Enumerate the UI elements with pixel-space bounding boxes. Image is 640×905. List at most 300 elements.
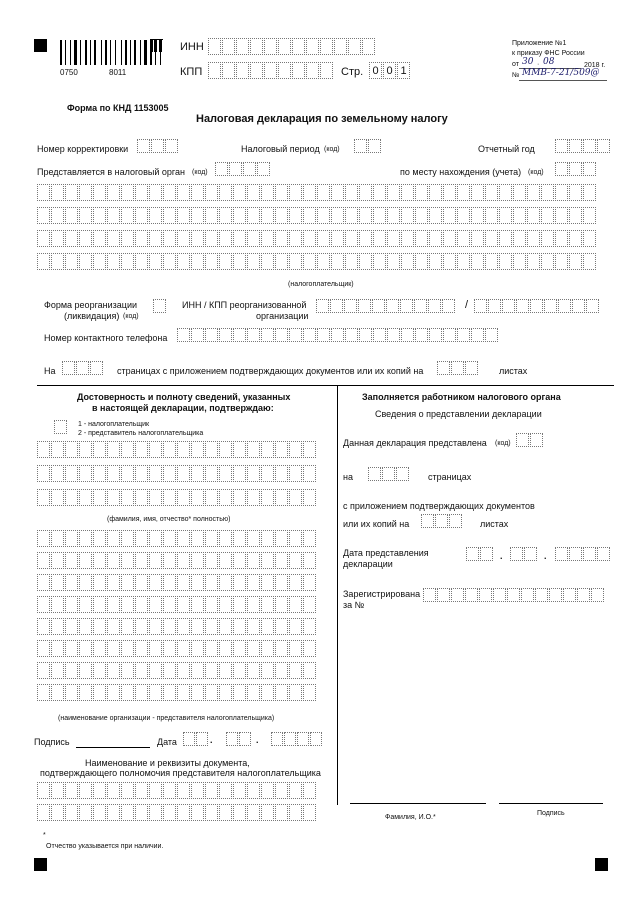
input-cell[interactable] [37, 489, 50, 506]
input-cell[interactable] [219, 782, 232, 799]
input-cell[interactable] [233, 530, 246, 547]
input-cell[interactable] [331, 253, 344, 270]
input-cell[interactable] [303, 530, 316, 547]
input-cell[interactable] [205, 574, 218, 591]
input-cell[interactable] [149, 782, 162, 799]
input-cell[interactable] [303, 207, 316, 224]
input-cell[interactable] [247, 489, 260, 506]
sheets-cells[interactable] [437, 361, 479, 375]
cell-row[interactable] [37, 184, 597, 201]
input-cell[interactable] [289, 804, 302, 821]
cell-row[interactable] [37, 441, 317, 458]
input-cell[interactable] [345, 230, 358, 247]
input-cell[interactable] [289, 465, 302, 482]
input-cell[interactable] [387, 207, 400, 224]
input-cell[interactable] [191, 662, 204, 679]
input-cell[interactable] [233, 489, 246, 506]
input-cell[interactable] [135, 684, 148, 701]
input-cell[interactable] [205, 465, 218, 482]
input-cell[interactable] [303, 596, 316, 613]
input-cell[interactable] [289, 640, 302, 657]
input-cell[interactable] [79, 662, 92, 679]
correction-cells[interactable] [137, 139, 179, 153]
input-cell[interactable] [401, 184, 414, 201]
input-cell[interactable] [513, 230, 526, 247]
input-cell[interactable] [429, 207, 442, 224]
input-cell[interactable] [219, 640, 232, 657]
input-cell[interactable] [345, 207, 358, 224]
input-cell[interactable] [93, 489, 106, 506]
input-cell[interactable] [247, 465, 260, 482]
input-cell[interactable] [51, 441, 64, 458]
input-cell[interactable] [79, 530, 92, 547]
input-cell[interactable] [317, 230, 330, 247]
input-cell[interactable] [121, 662, 134, 679]
input-cell[interactable] [37, 465, 50, 482]
input-cell[interactable] [65, 207, 78, 224]
input-cell[interactable] [415, 230, 428, 247]
input-cell[interactable] [79, 552, 92, 569]
input-cell[interactable] [373, 230, 386, 247]
input-cell[interactable] [205, 441, 218, 458]
input-cell[interactable] [121, 230, 134, 247]
input-cell[interactable] [135, 184, 148, 201]
input-cell[interactable] [275, 684, 288, 701]
input-cell[interactable] [205, 489, 218, 506]
input-cell[interactable] [65, 618, 78, 635]
input-cell[interactable] [163, 207, 176, 224]
input-cell[interactable] [149, 230, 162, 247]
input-cell[interactable] [289, 441, 302, 458]
input-cell[interactable] [37, 782, 50, 799]
input-cell[interactable] [191, 782, 204, 799]
input-cell[interactable] [247, 640, 260, 657]
input-cell[interactable] [303, 441, 316, 458]
input-cell[interactable] [261, 207, 274, 224]
input-cell[interactable] [373, 253, 386, 270]
input-cell[interactable] [93, 662, 106, 679]
input-cell[interactable] [205, 253, 218, 270]
input-cell[interactable] [233, 207, 246, 224]
year-cells[interactable] [555, 139, 611, 153]
input-cell[interactable] [499, 184, 512, 201]
input-cell[interactable] [65, 489, 78, 506]
input-cell[interactable] [37, 596, 50, 613]
input-cell[interactable] [429, 184, 442, 201]
input-cell[interactable] [205, 684, 218, 701]
input-cell[interactable] [191, 618, 204, 635]
input-cell[interactable] [177, 253, 190, 270]
input-cell[interactable] [37, 662, 50, 679]
input-cell[interactable] [107, 530, 120, 547]
input-cell[interactable] [247, 804, 260, 821]
input-cell[interactable] [219, 530, 232, 547]
input-cell[interactable] [499, 230, 512, 247]
input-cell[interactable] [107, 618, 120, 635]
input-cell[interactable] [163, 230, 176, 247]
input-cell[interactable] [219, 596, 232, 613]
input-cell[interactable] [485, 184, 498, 201]
input-cell[interactable] [37, 207, 50, 224]
input-cell[interactable] [275, 465, 288, 482]
input-cell[interactable] [37, 640, 50, 657]
input-cell[interactable] [205, 640, 218, 657]
input-cell[interactable] [303, 552, 316, 569]
input-cell[interactable] [37, 441, 50, 458]
cell-row[interactable] [37, 618, 317, 635]
input-cell[interactable] [541, 184, 554, 201]
input-cell[interactable] [275, 253, 288, 270]
input-cell[interactable] [65, 465, 78, 482]
input-cell[interactable] [135, 640, 148, 657]
input-cell[interactable] [233, 684, 246, 701]
input-cell[interactable] [149, 465, 162, 482]
input-cell[interactable] [233, 662, 246, 679]
input-cell[interactable] [233, 230, 246, 247]
input-cell[interactable] [93, 465, 106, 482]
input-cell[interactable] [93, 640, 106, 657]
input-cell[interactable] [191, 230, 204, 247]
input-cell[interactable] [233, 552, 246, 569]
input-cell[interactable] [527, 207, 540, 224]
signer-type-cell[interactable] [54, 420, 68, 434]
input-cell[interactable] [247, 441, 260, 458]
input-cell[interactable] [121, 530, 134, 547]
input-cell[interactable] [275, 184, 288, 201]
input-cell[interactable] [247, 618, 260, 635]
date-presented-year[interactable] [555, 547, 611, 561]
input-cell[interactable] [247, 596, 260, 613]
input-cell[interactable] [177, 640, 190, 657]
input-cell[interactable] [261, 184, 274, 201]
input-cell[interactable] [149, 640, 162, 657]
input-cell[interactable] [247, 782, 260, 799]
input-cell[interactable] [247, 552, 260, 569]
input-cell[interactable] [37, 574, 50, 591]
input-cell[interactable] [275, 489, 288, 506]
input-cell[interactable] [163, 184, 176, 201]
input-cell[interactable] [555, 184, 568, 201]
input-cell[interactable] [443, 253, 456, 270]
input-cell[interactable] [93, 782, 106, 799]
input-cell[interactable] [65, 782, 78, 799]
input-cell[interactable] [93, 804, 106, 821]
input-cell[interactable] [65, 640, 78, 657]
input-cell[interactable] [135, 574, 148, 591]
input-cell[interactable] [37, 618, 50, 635]
cell-row[interactable] [37, 489, 317, 506]
input-cell[interactable] [135, 552, 148, 569]
input-cell[interactable] [135, 441, 148, 458]
input-cell[interactable] [79, 618, 92, 635]
input-cell[interactable] [527, 230, 540, 247]
input-cell[interactable] [317, 253, 330, 270]
right-pages-cells[interactable] [368, 467, 410, 481]
input-cell[interactable] [359, 184, 372, 201]
input-cell[interactable] [51, 574, 64, 591]
input-cell[interactable] [247, 684, 260, 701]
reorg-cells[interactable] [153, 299, 167, 313]
input-cell[interactable] [219, 489, 232, 506]
cell-row[interactable] [37, 684, 317, 701]
inspector-fio-line[interactable] [350, 803, 486, 804]
input-cell[interactable] [107, 184, 120, 201]
input-cell[interactable] [205, 530, 218, 547]
input-cell[interactable] [191, 640, 204, 657]
input-cell[interactable] [65, 596, 78, 613]
input-cell[interactable] [247, 662, 260, 679]
input-cell[interactable] [149, 618, 162, 635]
input-cell[interactable] [485, 230, 498, 247]
input-cell[interactable] [51, 552, 64, 569]
input-cell[interactable] [149, 804, 162, 821]
input-cell[interactable] [163, 596, 176, 613]
date-year-cells[interactable] [271, 732, 323, 746]
input-cell[interactable] [79, 684, 92, 701]
input-cell[interactable] [275, 804, 288, 821]
phone-cells[interactable] [177, 328, 499, 342]
input-cell[interactable] [107, 465, 120, 482]
input-cell[interactable] [261, 489, 274, 506]
input-cell[interactable] [93, 552, 106, 569]
input-cell[interactable] [121, 489, 134, 506]
input-cell[interactable] [219, 574, 232, 591]
input-cell[interactable] [443, 207, 456, 224]
input-cell[interactable] [457, 184, 470, 201]
input-cell[interactable] [93, 184, 106, 201]
input-cell[interactable] [219, 253, 232, 270]
input-cell[interactable] [233, 574, 246, 591]
cell-row[interactable] [37, 574, 317, 591]
input-cell[interactable] [373, 184, 386, 201]
input-cell[interactable] [387, 253, 400, 270]
input-cell[interactable] [177, 804, 190, 821]
input-cell[interactable] [135, 489, 148, 506]
right-sheets-cells[interactable] [421, 514, 463, 528]
input-cell[interactable] [303, 574, 316, 591]
input-cell[interactable] [107, 441, 120, 458]
input-cell[interactable] [303, 662, 316, 679]
input-cell[interactable] [93, 207, 106, 224]
input-cell[interactable] [457, 230, 470, 247]
cell-row[interactable] [37, 230, 597, 247]
input-cell[interactable] [177, 782, 190, 799]
input-cell[interactable] [247, 574, 260, 591]
input-cell[interactable] [261, 804, 274, 821]
input-cell[interactable] [93, 230, 106, 247]
input-cell[interactable] [247, 530, 260, 547]
input-cell[interactable] [51, 684, 64, 701]
input-cell[interactable] [79, 253, 92, 270]
input-cell[interactable] [275, 441, 288, 458]
input-cell[interactable] [289, 530, 302, 547]
input-cell[interactable] [205, 184, 218, 201]
input-cell[interactable] [289, 574, 302, 591]
input-cell[interactable] [555, 253, 568, 270]
input-cell[interactable] [569, 207, 582, 224]
input-cell[interactable] [191, 184, 204, 201]
input-cell[interactable] [191, 207, 204, 224]
cell-row[interactable] [37, 782, 317, 799]
input-cell[interactable] [163, 552, 176, 569]
input-cell[interactable] [247, 253, 260, 270]
input-cell[interactable] [205, 782, 218, 799]
input-cell[interactable] [485, 207, 498, 224]
input-cell[interactable] [541, 207, 554, 224]
input-cell[interactable] [583, 207, 596, 224]
cell-row[interactable] [37, 552, 317, 569]
input-cell[interactable] [177, 489, 190, 506]
input-cell[interactable] [51, 530, 64, 547]
input-cell[interactable] [513, 184, 526, 201]
input-cell[interactable] [121, 465, 134, 482]
input-cell[interactable] [541, 253, 554, 270]
input-cell[interactable] [177, 530, 190, 547]
input-cell[interactable] [191, 596, 204, 613]
input-cell[interactable] [219, 618, 232, 635]
input-cell[interactable] [135, 230, 148, 247]
input-cell[interactable] [555, 207, 568, 224]
input-cell[interactable] [191, 552, 204, 569]
input-cell[interactable] [569, 253, 582, 270]
authority-cells[interactable] [215, 162, 271, 176]
input-cell[interactable] [345, 184, 358, 201]
input-cell[interactable] [191, 530, 204, 547]
input-cell[interactable] [303, 684, 316, 701]
input-cell[interactable] [219, 662, 232, 679]
input-cell[interactable] [471, 207, 484, 224]
input-cell[interactable] [191, 489, 204, 506]
input-cell[interactable] [415, 253, 428, 270]
input-cell[interactable] [149, 662, 162, 679]
input-cell[interactable] [275, 618, 288, 635]
input-cell[interactable] [499, 207, 512, 224]
date-day-cells[interactable] [183, 732, 209, 746]
input-cell[interactable] [135, 207, 148, 224]
input-cell[interactable] [191, 441, 204, 458]
input-cell[interactable] [331, 230, 344, 247]
input-cell[interactable] [107, 574, 120, 591]
input-cell[interactable] [177, 684, 190, 701]
input-cell[interactable] [177, 662, 190, 679]
cell-row[interactable] [37, 804, 317, 821]
cell-row[interactable] [37, 596, 317, 613]
input-cell[interactable] [149, 441, 162, 458]
input-cell[interactable] [79, 804, 92, 821]
input-cell[interactable] [415, 207, 428, 224]
input-cell[interactable] [345, 253, 358, 270]
input-cell[interactable] [275, 782, 288, 799]
inspector-sign-line[interactable] [499, 803, 603, 804]
input-cell[interactable] [37, 253, 50, 270]
input-cell[interactable] [79, 640, 92, 657]
input-cell[interactable] [555, 230, 568, 247]
input-cell[interactable] [51, 640, 64, 657]
input-cell[interactable] [65, 552, 78, 569]
input-cell[interactable] [219, 207, 232, 224]
input-cell[interactable] [275, 596, 288, 613]
input-cell[interactable] [513, 207, 526, 224]
input-cell[interactable] [37, 230, 50, 247]
input-cell[interactable] [121, 253, 134, 270]
input-cell[interactable] [233, 640, 246, 657]
input-cell[interactable] [233, 441, 246, 458]
date-presented-month[interactable] [510, 547, 538, 561]
input-cell[interactable] [289, 684, 302, 701]
input-cell[interactable] [37, 530, 50, 547]
submitted-cells[interactable] [516, 433, 544, 447]
cell-row[interactable] [37, 530, 317, 547]
input-cell[interactable] [401, 207, 414, 224]
period-cells[interactable] [354, 139, 382, 153]
input-cell[interactable] [121, 552, 134, 569]
input-cell[interactable] [65, 441, 78, 458]
input-cell[interactable] [93, 684, 106, 701]
input-cell[interactable] [79, 207, 92, 224]
input-cell[interactable] [527, 253, 540, 270]
input-cell[interactable] [135, 782, 148, 799]
input-cell[interactable] [177, 618, 190, 635]
input-cell[interactable] [51, 489, 64, 506]
reorg-kpp-cells[interactable] [474, 299, 600, 313]
input-cell[interactable] [149, 184, 162, 201]
input-cell[interactable] [121, 640, 134, 657]
input-cell[interactable] [107, 489, 120, 506]
input-cell[interactable] [261, 574, 274, 591]
input-cell[interactable] [513, 253, 526, 270]
input-cell[interactable] [303, 230, 316, 247]
input-cell[interactable] [79, 230, 92, 247]
input-cell[interactable] [401, 253, 414, 270]
input-cell[interactable] [107, 230, 120, 247]
input-cell[interactable] [485, 253, 498, 270]
input-cell[interactable] [471, 230, 484, 247]
input-cell[interactable] [261, 662, 274, 679]
input-cell[interactable] [289, 184, 302, 201]
input-cell[interactable] [177, 207, 190, 224]
input-cell[interactable] [121, 618, 134, 635]
input-cell[interactable] [443, 184, 456, 201]
input-cell[interactable] [37, 804, 50, 821]
input-cell[interactable] [65, 530, 78, 547]
input-cell[interactable] [205, 804, 218, 821]
input-cell[interactable] [163, 684, 176, 701]
input-cell[interactable] [569, 230, 582, 247]
input-cell[interactable] [289, 489, 302, 506]
input-cell[interactable] [303, 489, 316, 506]
input-cell[interactable] [163, 640, 176, 657]
input-cell[interactable] [261, 530, 274, 547]
input-cell[interactable] [289, 662, 302, 679]
input-cell[interactable] [303, 253, 316, 270]
input-cell[interactable] [289, 618, 302, 635]
input-cell[interactable] [205, 618, 218, 635]
input-cell[interactable] [219, 684, 232, 701]
input-cell[interactable] [121, 684, 134, 701]
input-cell[interactable] [275, 662, 288, 679]
input-cell[interactable] [359, 230, 372, 247]
input-cell[interactable] [233, 253, 246, 270]
input-cell[interactable] [247, 230, 260, 247]
input-cell[interactable] [51, 230, 64, 247]
input-cell[interactable] [233, 804, 246, 821]
input-cell[interactable] [107, 782, 120, 799]
input-cell[interactable] [135, 618, 148, 635]
input-cell[interactable] [65, 804, 78, 821]
input-cell[interactable] [219, 552, 232, 569]
input-cell[interactable] [93, 253, 106, 270]
input-cell[interactable] [37, 552, 50, 569]
